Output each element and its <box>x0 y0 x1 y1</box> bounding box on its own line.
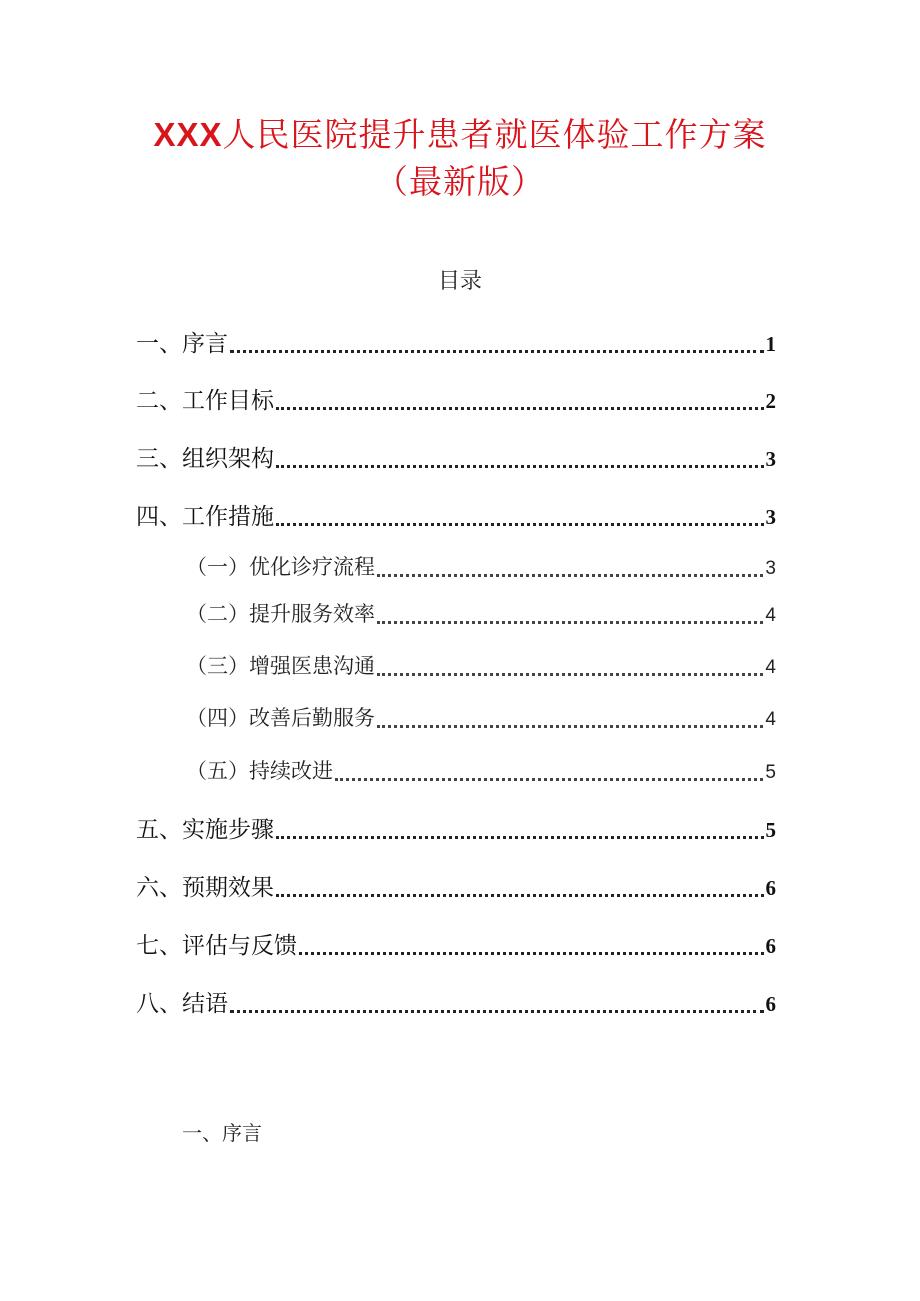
toc-leader-dots <box>377 621 763 624</box>
toc-leader-dots <box>276 894 764 897</box>
toc-entry-label: 一、序言 <box>136 331 228 357</box>
toc-entry-measure-4[interactable] <box>186 702 776 736</box>
toc-entry-label: （四）改善后勤服务 <box>186 706 375 730</box>
toc-page-number: 4 <box>765 657 776 678</box>
section-heading-preface: 一、序言 <box>182 1121 262 1145</box>
toc-entry-goals[interactable] <box>136 384 776 418</box>
toc-page-number: 2 <box>765 389 776 413</box>
toc-leader-dots <box>230 1010 764 1013</box>
toc-entry-steps[interactable] <box>136 813 776 847</box>
document-title <box>0 115 920 155</box>
toc-page-number: 4 <box>765 709 776 730</box>
toc-page-number: 6 <box>765 992 776 1016</box>
toc-heading: 目录 <box>437 269 482 294</box>
toc-page-number: 3 <box>765 505 776 529</box>
toc-leader-dots <box>377 725 763 728</box>
toc-entry-measure-5[interactable] <box>186 755 776 789</box>
toc-page-number: 6 <box>765 934 776 958</box>
toc-entry-label: （二）提升服务效率 <box>186 602 375 626</box>
toc-entry-measures[interactable] <box>136 500 776 534</box>
toc-entry-label: （五）持续改进 <box>186 759 333 783</box>
toc-entry-evaluation[interactable] <box>136 929 776 963</box>
toc-leader-dots <box>276 465 764 468</box>
toc-page-number: 1 <box>765 332 776 356</box>
toc-leader-dots <box>299 952 764 955</box>
toc-entry-expected-results[interactable] <box>136 871 776 905</box>
toc-leader-dots <box>230 350 764 353</box>
title-text: 人民医院提升患者就医体验工作方案 <box>222 115 767 154</box>
toc-entry-conclusion[interactable] <box>136 987 776 1021</box>
toc-leader-dots <box>335 778 763 781</box>
toc-leader-dots <box>377 673 763 676</box>
toc-entry-preface[interactable] <box>136 327 776 361</box>
toc-entry-label: 二、工作目标 <box>136 388 274 414</box>
toc-entry-label: （三）增强医患沟通 <box>186 654 375 678</box>
toc-entry-label: 八、结语 <box>136 991 228 1017</box>
toc-leader-dots <box>276 407 764 410</box>
toc-page-number: 5 <box>765 818 776 842</box>
toc-page-number: 6 <box>765 876 776 900</box>
toc-page-number: 5 <box>765 762 776 783</box>
toc-entry-label: 四、工作措施 <box>136 504 274 530</box>
toc-page-number: 3 <box>765 447 776 471</box>
toc-entry-label: 三、组织架构 <box>136 446 274 472</box>
toc-entry-measure-3[interactable] <box>186 650 776 684</box>
title-prefix: XXX <box>153 116 223 153</box>
toc-leader-dots <box>276 836 764 839</box>
toc-entry-measure-2[interactable] <box>186 598 776 632</box>
toc-entry-label: 五、实施步骤 <box>136 817 274 843</box>
toc-entry-measure-1[interactable] <box>186 551 776 585</box>
document-subtitle: （最新版） <box>375 162 545 201</box>
toc-entry-label: 六、预期效果 <box>136 875 274 901</box>
toc-entry-label: 七、评估与反馈 <box>136 933 297 959</box>
toc-leader-dots <box>276 523 764 526</box>
toc-page-number: 3 <box>765 558 776 579</box>
toc-entry-organization[interactable] <box>136 442 776 476</box>
toc-leader-dots <box>377 574 763 577</box>
toc-entry-label: （一）优化诊疗流程 <box>186 555 375 579</box>
toc-page-number: 4 <box>765 605 776 626</box>
